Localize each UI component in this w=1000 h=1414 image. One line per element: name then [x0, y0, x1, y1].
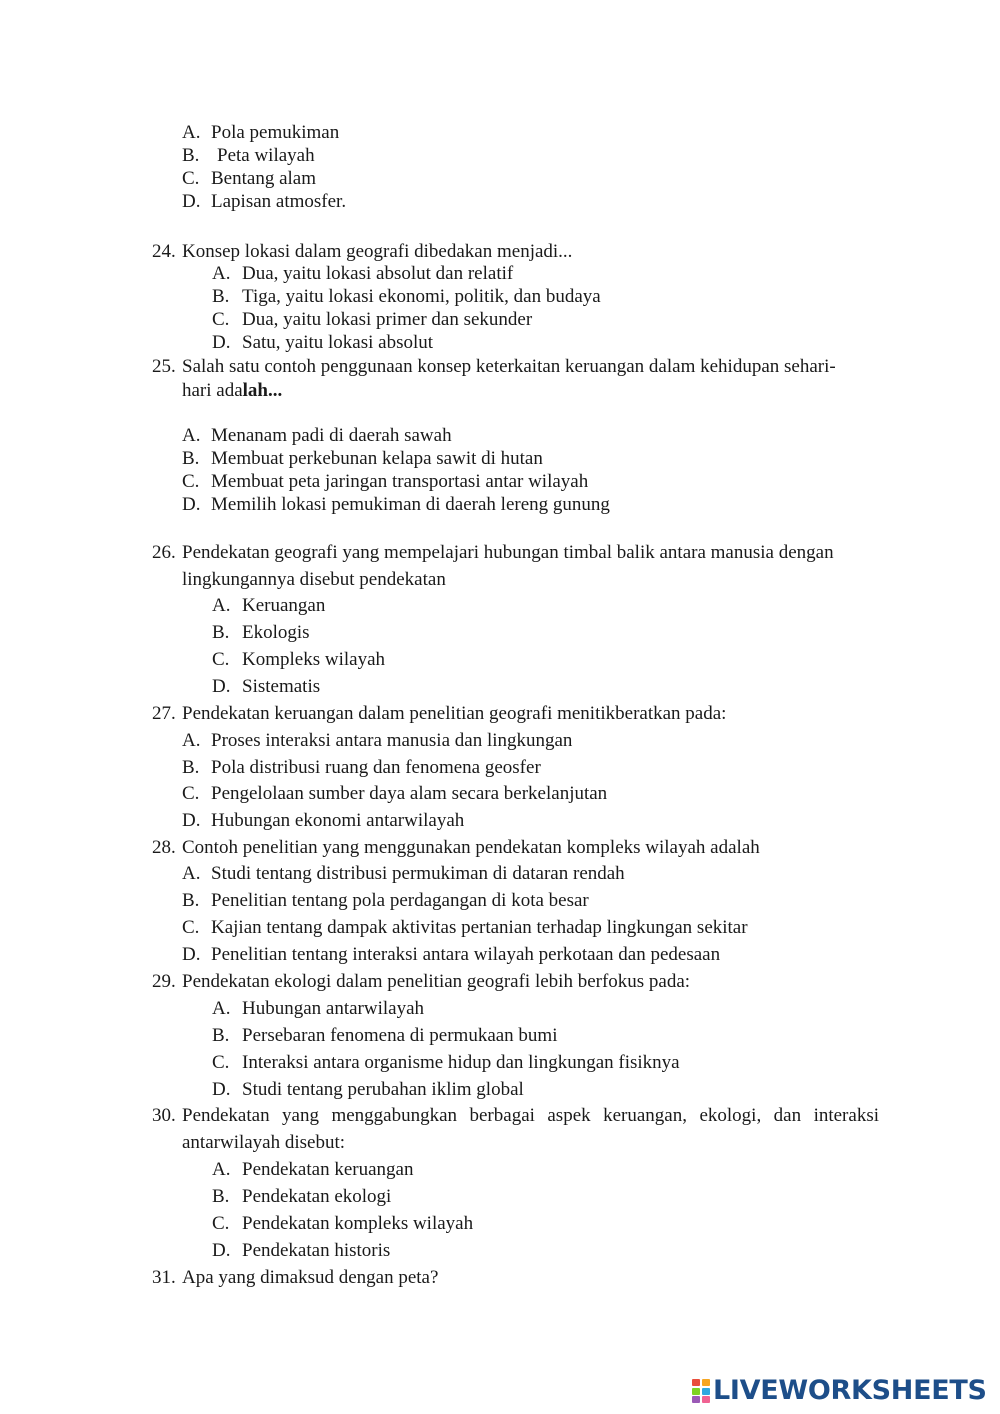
liveworksheets-logo[interactable]: [692, 1376, 987, 1406]
logo-block: [692, 1388, 700, 1395]
option-letter: C.: [212, 649, 230, 670]
question-number: 30.: [152, 1105, 176, 1126]
question-text: Apa yang dimaksud dengan peta?: [182, 1267, 439, 1288]
option-letter: C.: [182, 471, 200, 492]
option-text[interactable]: Keruangan: [242, 595, 326, 616]
question-text: Pendekatan yang menggabungkan berbagai aspek keruangan, ekologi, dan interaksi: [182, 1105, 879, 1126]
option-text[interactable]: Penelitian tentang interaksi antara wilayah perkotaan dan pedesaan: [211, 944, 721, 965]
question-text: Konsep lokasi dalam geografi dibedakan menjadi...: [182, 241, 573, 262]
option-text[interactable]: Pendekatan historis: [242, 1240, 391, 1261]
option-text[interactable]: Membuat peta jaringan transportasi antar wilayah: [211, 471, 589, 492]
question-text: Salah satu contoh penggunaan konsep keterkaitan keruangan dalam kehidupan sehari-: [182, 356, 836, 377]
option-letter: C.: [212, 309, 230, 330]
option-letter: B.: [212, 1186, 230, 1207]
option-text[interactable]: Satu, yaitu lokasi absolut: [242, 332, 434, 353]
option-letter: D.: [182, 494, 201, 515]
option-letter: C.: [212, 1213, 230, 1234]
option-letter: D.: [212, 676, 231, 697]
option-letter: B.: [182, 448, 200, 469]
option-letter: B.: [182, 757, 200, 778]
question-text: lingkungannya disebut pendekatan: [182, 569, 446, 590]
option-letter: B.: [212, 286, 230, 307]
option-letter: B.: [212, 1025, 230, 1046]
question-text-normal: hari ada: [182, 380, 243, 401]
logo-block: [702, 1388, 710, 1395]
question-number: 27.: [152, 703, 176, 724]
option-letter: B.: [182, 890, 200, 911]
logo-text: LIVEWORKSHEETS: [713, 1375, 987, 1406]
question-text: antarwilayah disebut:: [182, 1132, 346, 1153]
option-text[interactable]: Pendekatan keruangan: [242, 1159, 414, 1180]
logo-block: [692, 1379, 700, 1386]
question-number: 31.: [152, 1267, 176, 1288]
question-number: 29.: [152, 971, 176, 992]
option-text[interactable]: Hubungan ekonomi antarwilayah: [211, 810, 465, 831]
option-letter: D.: [212, 1240, 231, 1261]
option-text[interactable]: Persebaran fenomena di permukaan bumi: [242, 1025, 558, 1046]
option-letter: D.: [182, 944, 201, 965]
option-text[interactable]: Membuat perkebunan kelapa sawit di hutan: [211, 448, 543, 469]
question-text: Pendekatan ekologi dalam penelitian geografi lebih berfokus pada:: [182, 971, 691, 992]
question-text-bold: lah...: [242, 380, 283, 401]
question-text: [182, 379, 282, 402]
option-text[interactable]: Studi tentang perubahan iklim global: [242, 1079, 524, 1100]
question-text: Pendekatan geografi yang mempelajari hubungan timbal balik antara manusia dengan: [182, 542, 834, 563]
option-text[interactable]: Penelitian tentang pola perdagangan di kota besar: [211, 890, 589, 911]
option-text[interactable]: Peta wilayah: [217, 145, 315, 166]
option-text[interactable]: Bentang alam: [211, 168, 316, 189]
option-text[interactable]: Ekologis: [242, 622, 310, 643]
option-letter: A.: [182, 425, 201, 446]
option-letter: A.: [212, 1159, 231, 1180]
option-text[interactable]: Menanam padi di daerah sawah: [211, 425, 452, 446]
option-text[interactable]: Pengelolaan sumber daya alam secara berkelanjutan: [211, 783, 608, 804]
option-text[interactable]: Kajian tentang dampak aktivitas pertanian terhadap lingkungan sekitar: [211, 917, 748, 938]
question-number: 26.: [152, 542, 176, 563]
logo-block: [702, 1379, 710, 1386]
option-text[interactable]: Dua, yaitu lokasi primer dan sekunder: [242, 309, 533, 330]
logo-block: [702, 1396, 710, 1403]
option-letter: A.: [212, 595, 231, 616]
question-number: 24.: [152, 241, 176, 262]
option-text[interactable]: Pendekatan ekologi: [242, 1186, 392, 1207]
option-text[interactable]: Proses interaksi antara manusia dan lingkungan: [211, 730, 573, 751]
option-text[interactable]: Pola pemukiman: [211, 122, 340, 143]
option-letter: B.: [182, 145, 200, 166]
option-text[interactable]: Memilih lokasi pemukiman di daerah lereng gunung: [211, 494, 610, 515]
option-letter: A.: [182, 730, 201, 751]
option-text[interactable]: Interaksi antara organisme hidup dan lingkungan fisiknya: [242, 1052, 680, 1073]
option-letter: A.: [212, 998, 231, 1019]
option-letter: D.: [182, 810, 201, 831]
option-text[interactable]: Hubungan antarwilayah: [242, 998, 425, 1019]
option-letter: C.: [182, 783, 200, 804]
option-text[interactable]: Tiga, yaitu lokasi ekonomi, politik, dan budaya: [242, 286, 601, 307]
option-text[interactable]: Lapisan atmosfer.: [211, 191, 347, 212]
option-text[interactable]: Dua, yaitu lokasi absolut dan relatif: [242, 263, 514, 284]
logo-mark-icon: [692, 1379, 710, 1403]
option-letter: D.: [212, 332, 231, 353]
option-letter: A.: [212, 263, 231, 284]
option-letter: A.: [182, 863, 201, 884]
option-letter: C.: [212, 1052, 230, 1073]
option-letter: A.: [182, 122, 201, 143]
question-number: 25.: [152, 356, 176, 377]
option-letter: D.: [182, 191, 201, 212]
option-text[interactable]: Pendekatan kompleks wilayah: [242, 1213, 474, 1234]
option-text[interactable]: Kompleks wilayah: [242, 649, 386, 670]
option-text[interactable]: Sistematis: [242, 676, 321, 697]
option-text[interactable]: Studi tentang distribusi permukiman di dataran rendah: [211, 863, 625, 884]
option-letter: B.: [212, 622, 230, 643]
option-text[interactable]: Pola distribusi ruang dan fenomena geosfer: [211, 757, 541, 778]
question-text: Pendekatan keruangan dalam penelitian geografi menitikberatkan pada:: [182, 703, 727, 724]
question-text: Contoh penelitian yang menggunakan pendekatan kompleks wilayah adalah: [182, 837, 760, 858]
option-letter: C.: [182, 917, 200, 938]
logo-block: [692, 1396, 700, 1403]
option-letter: D.: [212, 1079, 231, 1100]
option-letter: C.: [182, 168, 200, 189]
question-number: 28.: [152, 837, 176, 858]
